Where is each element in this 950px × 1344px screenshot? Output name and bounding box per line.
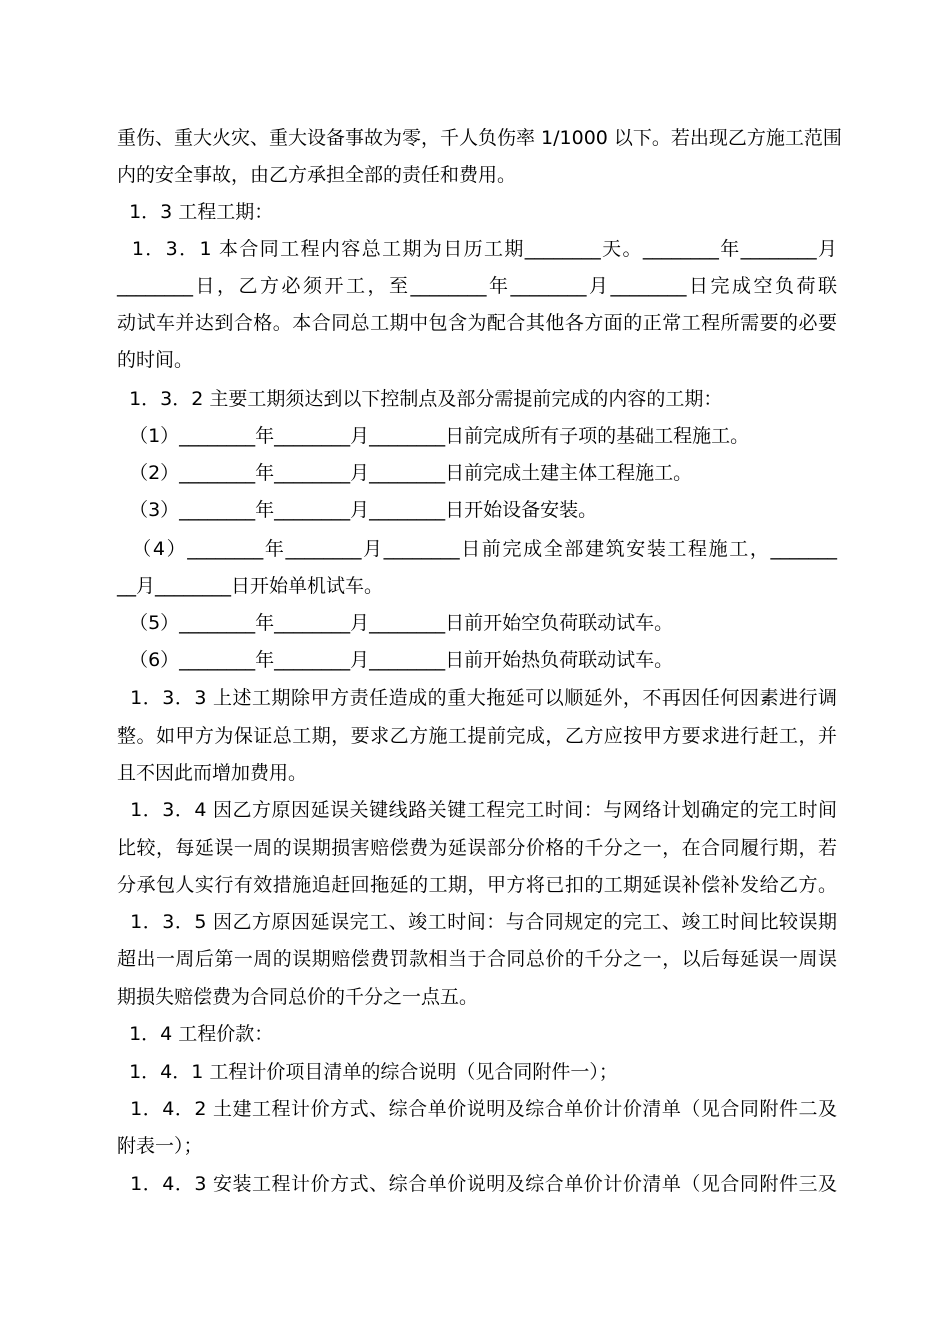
text-line: 1．3．1 本合同工程内容总工期为日历工期________天。________年________月 (117, 238, 837, 260)
text-line: （5）________年________月________日前开始空负荷联动试车。 (117, 612, 674, 634)
text-line: （4）________年________月________日前完成全部建筑安装工程施工，_______ (117, 538, 837, 560)
text-line: 比较，每延误一周的误期损害赔偿费为延误部分价格的千分之一，在合同履行期，若 (117, 837, 837, 859)
text-line: 1．3．2 主要工期须达到以下控制点及部分需提前完成的内容的工期： (117, 388, 723, 410)
text-line: 动试车并达到合格。本合同总工期中包含为配合其他各方面的正常工程所需要的必要 (117, 312, 837, 334)
text-line: 分承包人实行有效措施追赶回拖延的工期，甲方将已扣的工期延误补偿补发给乙方。 (117, 874, 837, 896)
text-line: 超出一周后第一周的误期赔偿费罚款相当于合同总价的千分之一，以后每延误一周误 (117, 948, 837, 970)
text-line: 1．4．2 土建工程计价方式、综合单价说明及综合单价计价清单（见合同附件二及 (117, 1098, 837, 1120)
text-line: （6）________年________月________日前开始热负荷联动试车。 (117, 649, 674, 671)
text-line: （2）________年________月________日前完成土建主体工程施工。 (117, 462, 693, 484)
text-line: 整。如甲方为保证总工期，要求乙方施工提前完成，乙方应按甲方要求进行赶工，并 (117, 725, 837, 747)
text-line: 1．3 工程工期： (117, 201, 274, 223)
text-line: 1．4 工程价款： (117, 1023, 274, 1045)
text-line: 1．3．4 因乙方原因延误关键线路关键工程完工时间：与网络计划确定的完工时间 (117, 799, 837, 821)
text-line: 且不因此而增加费用。 (117, 762, 308, 784)
text-line: 内的安全事故，由乙方承担全部的责任和费用。 (117, 164, 517, 186)
text-line: 1．4．3 安装工程计价方式、综合单价说明及综合单价计价清单（见合同附件三及 (117, 1173, 837, 1195)
text-line: ________日，乙方必须开工，至________年________月________日完成空负荷联 (117, 275, 837, 297)
text-line: 1．3．5 因乙方原因延误完工、竣工时间：与合同规定的完工、竣工时间比较误期 (117, 911, 837, 933)
text-line: （1）________年________月________日前完成所有子项的基础工程施工。 (117, 425, 750, 447)
text-line: 的时间。 (117, 349, 194, 371)
text-line: 重伤、重大火灾、重大设备事故为零，千人负伤率 1/1000 以下。若出现乙方施工范围 (117, 127, 842, 149)
text-line: 1．4．1 工程计价项目清单的综合说明（见合同附件一）； (117, 1061, 618, 1083)
text-line: 附表一）； (117, 1135, 203, 1157)
text-line: 期损失赔偿费为合同总价的千分之一点五。 (117, 986, 479, 1008)
text-line: （3）________年________月________日开始设备安装。 (117, 499, 598, 521)
text-line: __月________日开始单机试车。 (117, 575, 384, 597)
text-line: 1．3．3 上述工期除甲方责任造成的重大拖延可以顺延外，不再因任何因素进行调 (117, 687, 837, 709)
